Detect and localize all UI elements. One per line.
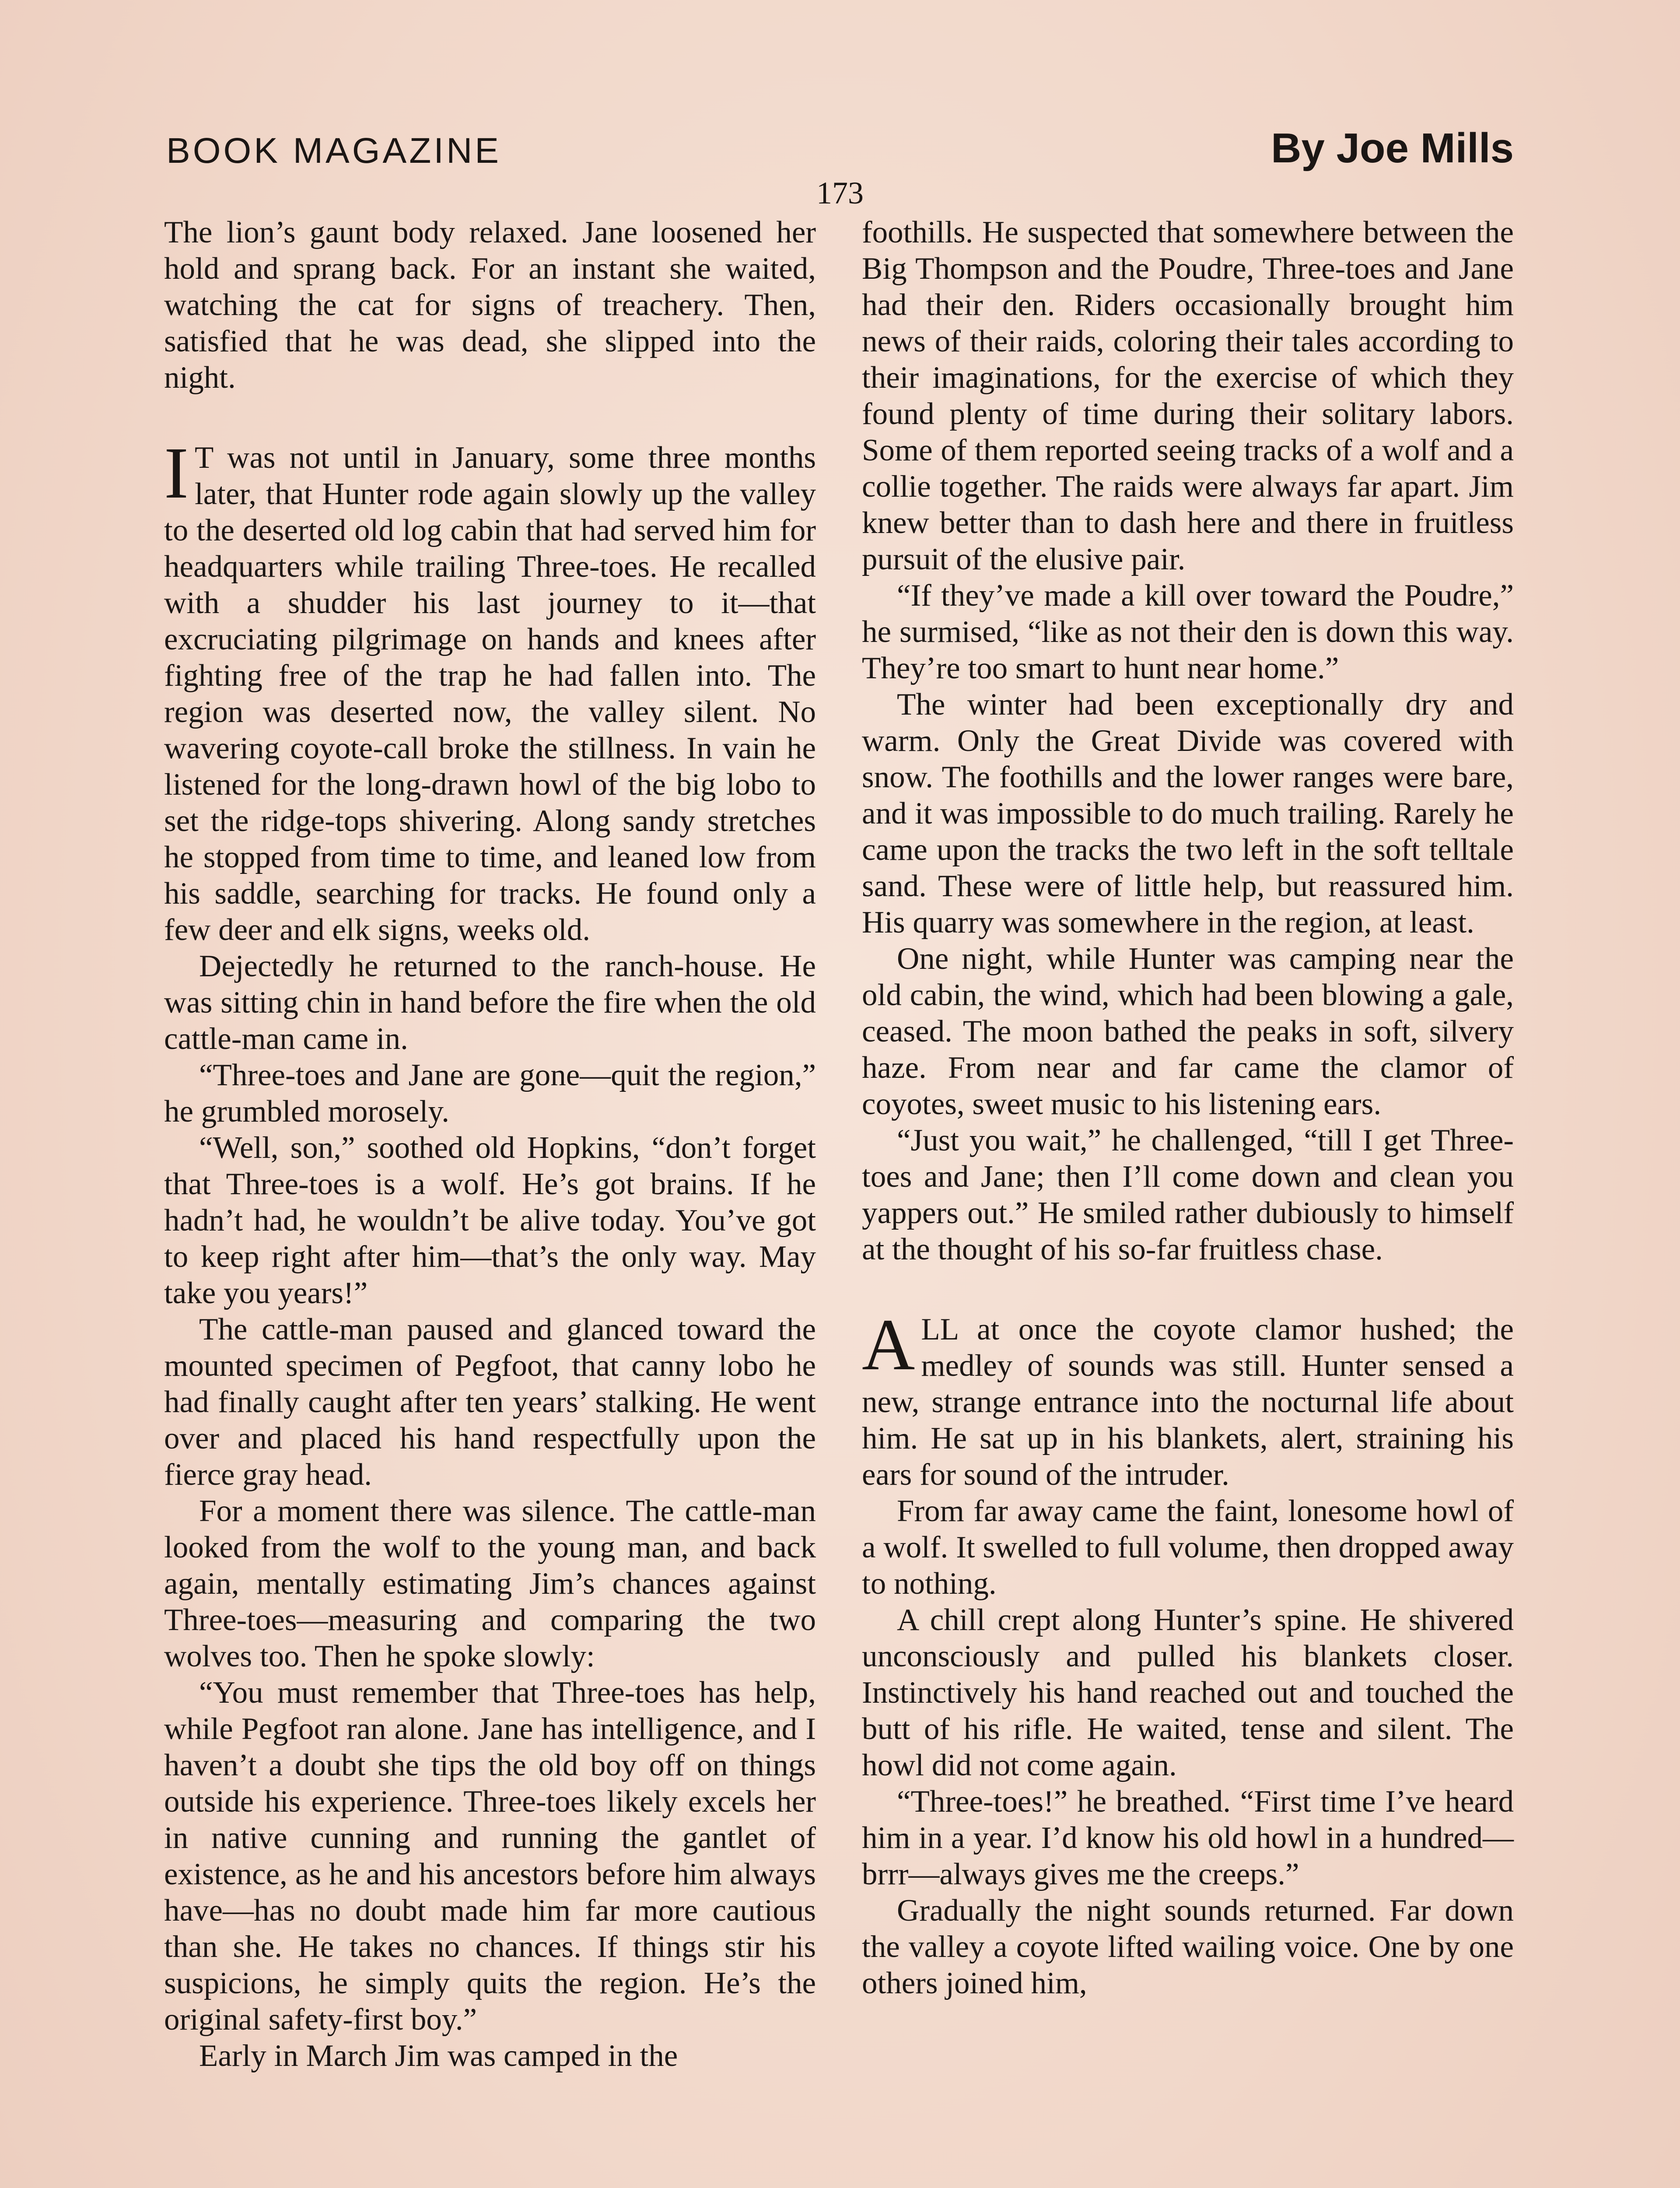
paragraph: “If they’ve made a kill over toward the Poudre,” he surmised, “like as not their den is down this way. They’re too smart to hunt near home.” [862,579,1514,685]
paragraph: For a moment there was silence. The cattle-man looked from the wolf to the young man, and back again, mentally estimating Jim’s chances against Three-toes—measuring and comparing the two wolves too. Then he spoke slowly: [164,1494,816,1673]
drop-cap: I [164,432,189,514]
section-paragraph [862,1304,1514,1493]
paragraph: “Three-toes!” he breathed. “First time I’ve heard him in a year. I’d know his old howl in a hundred—brrr—always gives me the creeps.” [862,1785,1514,1891]
paragraph: From far away came the faint, lonesome howl of a wolf. It swelled to full volume, then dropped away to nothing. [862,1494,1514,1601]
paragraph: “Three-toes and Jane are gone—quit the region,” he grumbled morosely. [164,1058,816,1129]
paragraph: “Well, son,” soothed old Hopkins, “don’t forget that Three-toes is a wolf. He’s got brains. If he hadn’t had, he wouldn’t be alive today. You’ve got to keep right after him—that’s the only way. May take you years!” [164,1131,816,1310]
paragraph-text: T was not until in January, some three months later, that Hunter rode again slowly up the valley to the deserted old log cabin that had served him for headquarters while trailing Three-toes. He recalled with a shudder his last journey to it—that excruciating pilgrimage on hands and knees after fighting free of the trap he had fallen into. The region was deserted now, the valley silent. No wavering coyote-call broke the stillness. In vain he listened for the long-drawn howl of the big lobo to set the ridge-tops shivering. Along sandy stretches he stopped from time to time, and leaned low from his saddle, searching for tracks. He found only a few deer and elk signs, weeks old. [164,441,816,947]
paragraph: Gradually the night sounds returned. Far down the valley a coyote lifted wailing voice. One by one others joined him, [862,1893,1514,2000]
paragraph: Early in March Jim was camped in the [199,2039,678,2073]
running-head [166,127,1514,179]
section-paragraph [164,432,816,948]
left-column [164,214,816,2074]
paragraph: The winter had been exceptionally dry and warm. Only the Great Divide was covered with snow. The foothills and the lower ranges were bare, and it was impossible to do much trailing. Rarely he came upon the tracks the two left in the soft telltale sand. These were of little help, but reassured him. His quarry was somewhere in the region, at least. [862,687,1514,940]
paragraph: Dejectedly he returned to the ranch-house. He was sitting chin in hand before the fire when the old cattle-man came in. [164,949,816,1056]
paragraph: One night, while Hunter was camping near the old cabin, the wind, which had been blowing a gale, ceased. The moon bathed the peaks in soft, silvery haze. From near and far came the clamor of coyotes, sweet music to his listening ears. [862,942,1514,1121]
author-byline: By Joe Mills [1271,125,1514,172]
paragraph: “Just you wait,” he challenged, “till I get Three-toes and Jane; then I’ll come down and clean you yappers out.” He smiled rather dubiously to himself at the thought of his so-far fruitless chase. [862,1123,1514,1266]
right-column [862,214,1514,2002]
page-number: 173 [816,175,864,210]
paragraph: A chill crept along Hunter’s spine. He shivered unconsciously and pulled his blankets closer. Instinctively his hand reached out and touched the butt of his rifle. He waited, tense and silent. The howl did not come again. [862,1603,1514,1782]
paragraph-text: LL at once the coyote clamor hushed; the medley of sounds was still. Hunter sensed a new, strange entrance into the nocturnal life about him. He sat up in his blankets, alert, straining his ears for sound of the intruder. [862,1312,1514,1492]
paragraph: The lion’s gaunt body relaxed. Jane loosened her hold and sprang back. For an instant she waited, watching the cat for signs of treachery. Then, satisfied that he was dead, she slipped into the night. [164,215,816,395]
paragraph: The cattle-man paused and glanced toward the mounted specimen of Pegfoot, that canny lobo he had finally caught after ten years’ stalking. He went over and placed his hand respectfully upon the fierce gray head. [164,1312,816,1492]
paragraph: foothills. He suspected that somewhere between the Big Thompson and the Poudre, Three-toes and Jane had their den. Riders occasionally brought him news of their raids, coloring their tales according to their imaginations, for the exercise of which they found plenty of time during their solitary labors. Some of them reported seeing tracks of a wolf and a collie together. The raids were always far apart. Jim knew better than to dash here and there in fruitless pursuit of the elusive pair. [862,215,1514,576]
magazine-name: BOOK MAGAZINE [166,131,501,171]
drop-cap: A [862,1304,915,1385]
paragraph: “You must remember that Three-toes has help, while Pegfoot ran alone. Jane has intelligence, and I haven’t a doubt she tips the old boy off on things outside his experience. Three-toes likely excels her in native cunning and running the gantlet of existence, as he and his ancestors before him always have—has no doubt made him far more cautious than she. He takes no chances. If things stir his suspicions, he simply quits the region. He’s the original safety-first boy.” [164,1676,816,2037]
